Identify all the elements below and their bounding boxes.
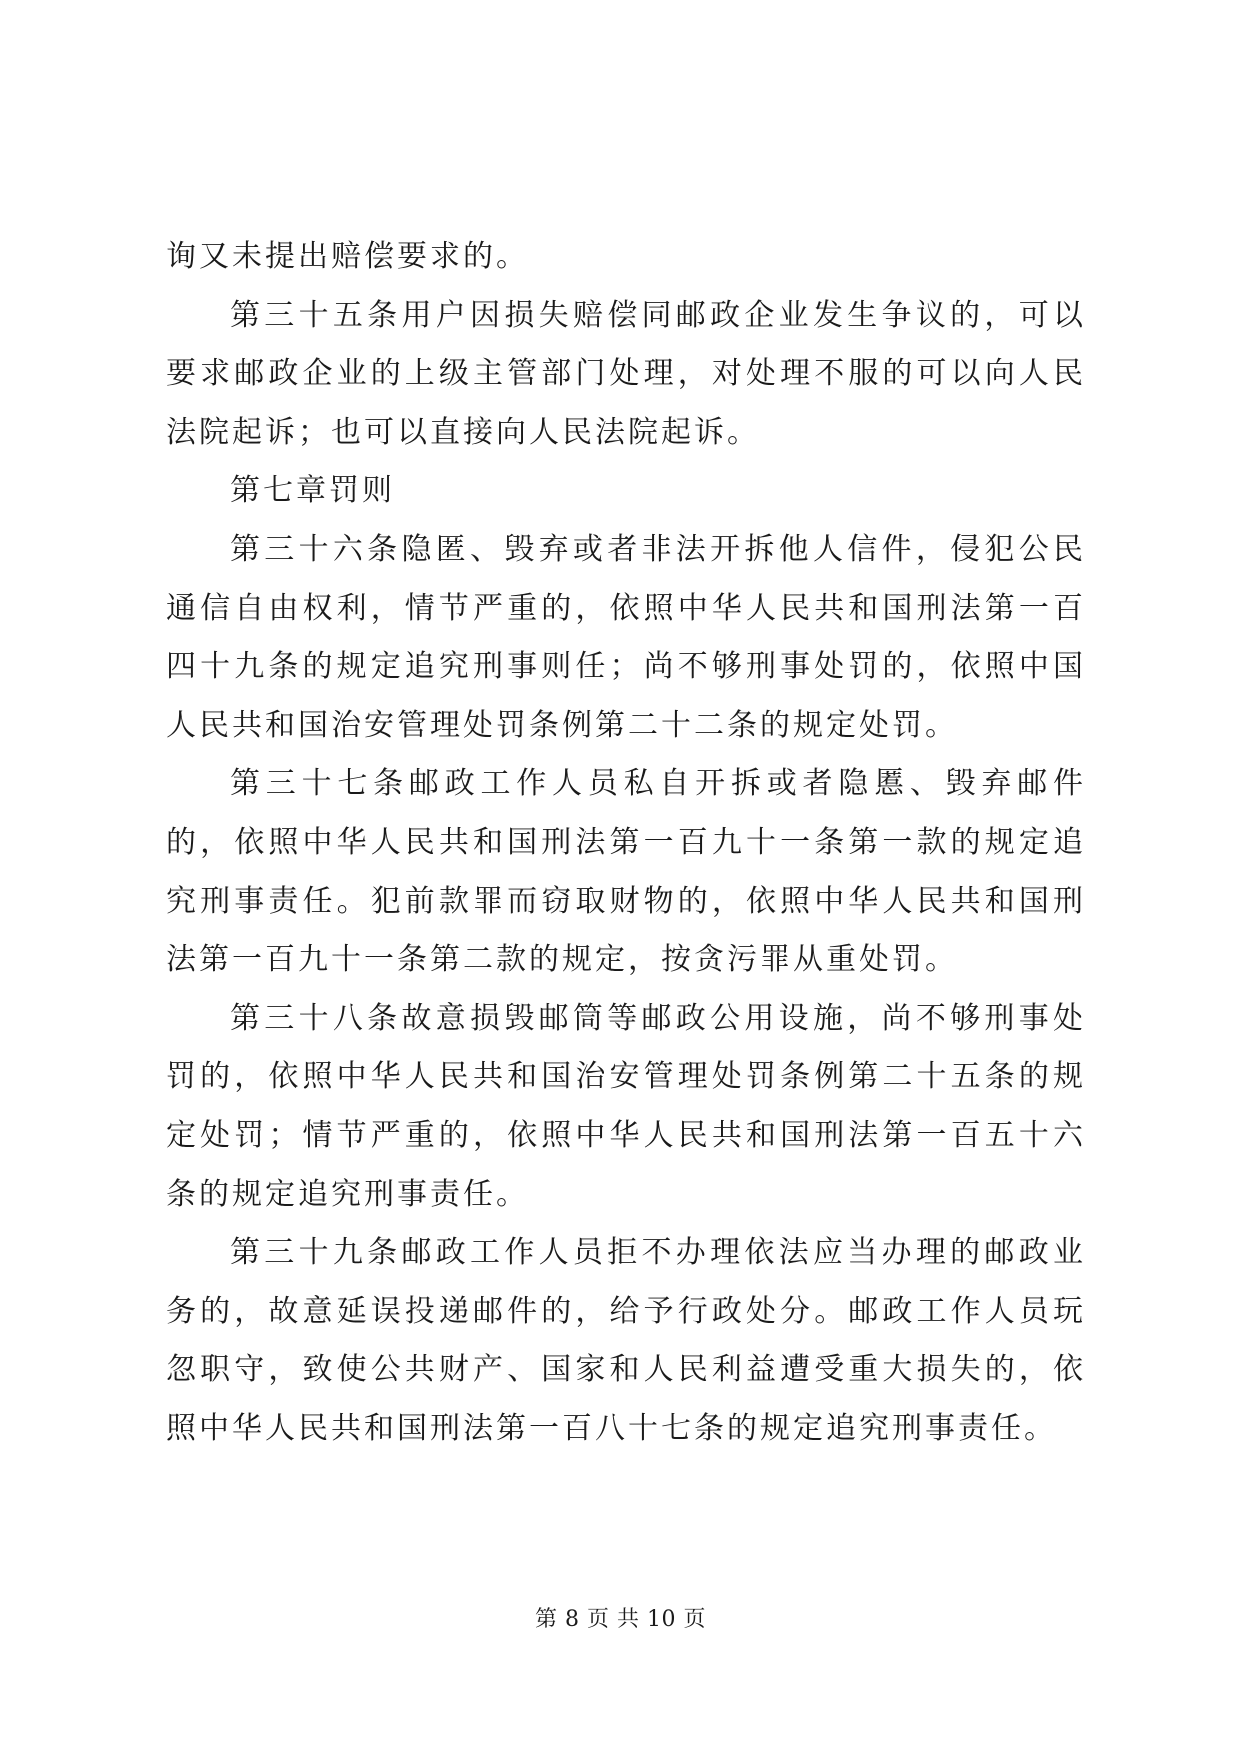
page-number-footer: 第 8 页 共 10 页 bbox=[535, 1607, 706, 1632]
article-37-paragraph: 第三十七条邮政工作人员私自开拆或者隐慝、毁弃邮件的，依照中华人民共和国刑法第一百九十一条第一款的规定追究刑事责任。犯前款罪而窃取财物的，依照中华人民共和国刑法第一百九十一条第二款的规定，按贪污罪从重处罚。 bbox=[166, 766, 1086, 978]
paragraph-continuation: 询又未提出赔偿要求的。 bbox=[166, 239, 529, 274]
chapter-7-heading: 第七章罚则 bbox=[230, 473, 395, 509]
article-36-paragraph: 第三十六条隐匿、毁弃或者非法开拆他人信件，侵犯公民通信自由权利，情节严重的，依照中华人民共和国刑法第一百四十九条的规定追究刑事则任；尚不够刑事处罚的，依照中国人民共和国治安管理处罚条例第二十二条的规定处罚。 bbox=[166, 531, 1086, 743]
article-38-paragraph: 第三十八条故意损毁邮筒等邮政公用设施，尚不够刑事处罚的，依照中华人民共和国治安管理处罚条例第二十五条的规定处罚；情节严重的，依照中华人民共和国刑法第一百五十六条的规定追究刑事责任。 bbox=[166, 1000, 1086, 1212]
article-35-paragraph: 第三十五条用户因损失赔偿同邮政企业发生争议的，可以要求邮政企业的上级主管部门处理，对处理不服的可以向人民法院起诉；也可以直接向人民法院起诉。 bbox=[166, 297, 1086, 450]
article-39-paragraph: 第三十九条邮政工作人员拒不办理依法应当办理的邮政业务的，故意延误投递邮件的，给予行政处分。邮政工作人员玩忽职守，致使公共财产、国家和人民利益遭受重大损失的，依照中华人民共和国刑法第一百八十七条的规定追究刑事责任。 bbox=[166, 1235, 1086, 1446]
document-body bbox=[166, 228, 1086, 1458]
